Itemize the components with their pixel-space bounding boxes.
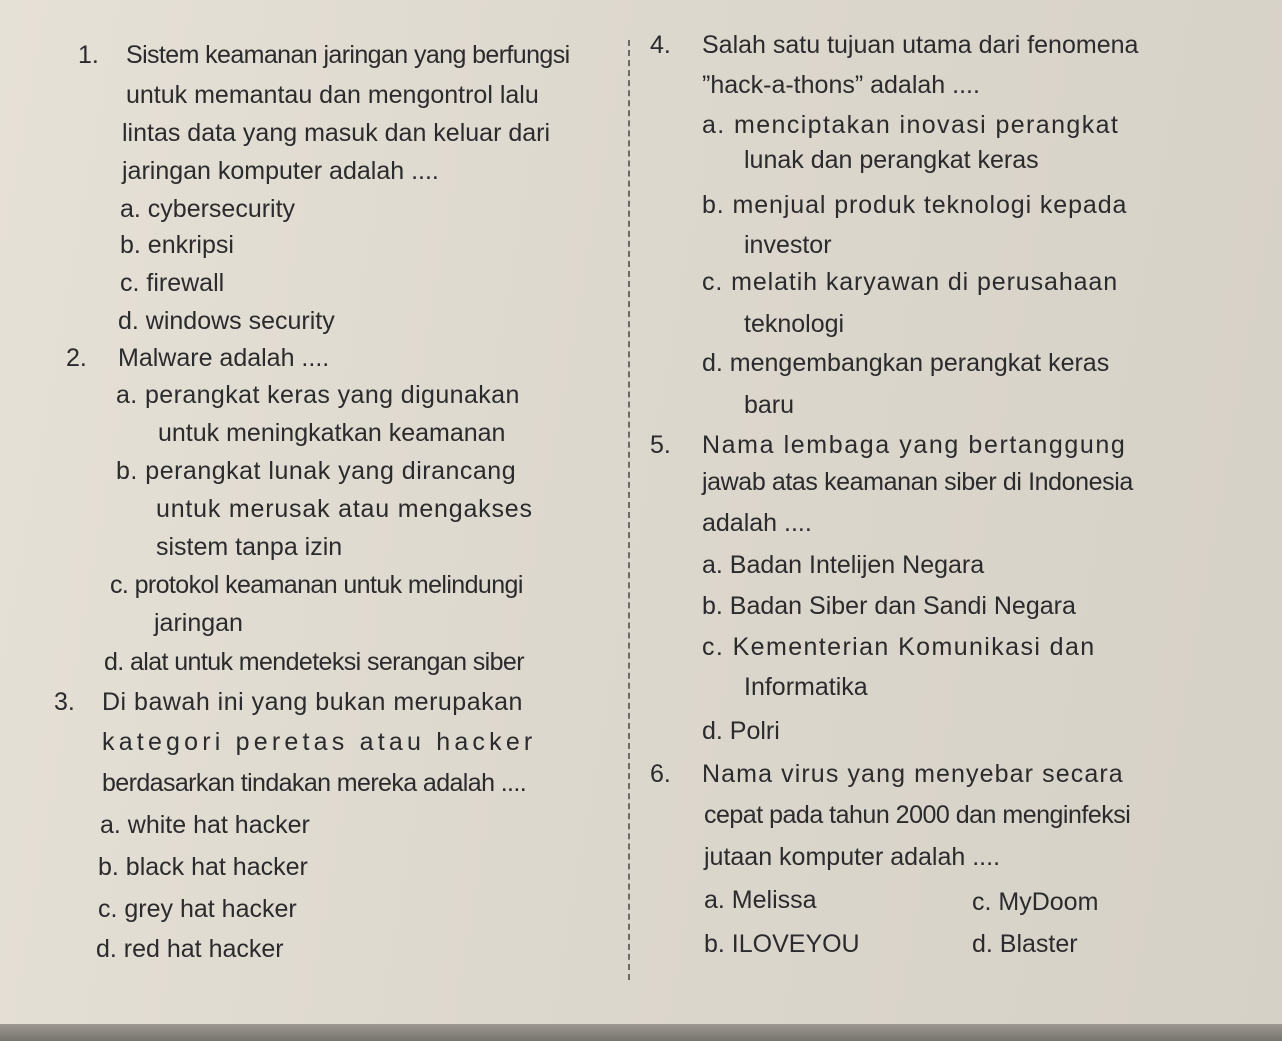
question-5-option-c-cont: Informatika <box>744 673 868 701</box>
column-divider <box>628 40 630 980</box>
question-5-option-d: d. Polri <box>702 717 780 745</box>
question-4-number: 4. <box>650 31 671 59</box>
question-1-option-a: a. cybersecurity <box>120 195 296 223</box>
question-4-option-b: b. menjual produk teknologi kepada <box>702 191 1128 219</box>
question-3-option-c: c. grey hat hacker <box>98 895 297 923</box>
question-3-option-d: d. red hat hacker <box>96 935 284 963</box>
question-6-option-b: b. ILOVEYOU <box>704 930 860 958</box>
question-5-option-a: a. Badan Intelijen Negara <box>702 551 985 579</box>
question-3-number: 3. <box>54 688 75 716</box>
question-4-option-d: d. mengembangkan perangkat keras <box>702 349 1110 377</box>
question-4-option-b-cont: investor <box>744 231 832 259</box>
question-5-number: 5. <box>650 431 671 459</box>
question-2-option-d: d. alat untuk mendeteksi serangan siber <box>104 648 524 676</box>
question-6-number: 6. <box>650 760 671 788</box>
question-4-text: ”hack-a-thons” adalah .... <box>702 71 980 99</box>
question-3-text: Di bawah ini yang bukan merupakan <box>102 688 523 716</box>
question-1-text: untuk memantau dan mengontrol lalu <box>126 81 539 109</box>
question-4-text: Salah satu tujuan utama dari fenomena <box>702 31 1139 59</box>
question-5-option-b: b. Badan Siber dan Sandi Negara <box>702 592 1076 620</box>
question-2-option-b-cont: untuk merusak atau mengakses <box>156 495 533 523</box>
question-4-option-c-cont: teknologi <box>744 310 845 338</box>
question-2-option-c: c. protokol keamanan untuk melindungi <box>110 571 523 599</box>
page-bottom-edge <box>0 1024 1282 1041</box>
question-5-text: Nama lembaga yang bertanggung <box>702 431 1127 459</box>
question-2-option-a-cont: untuk meningkatkan keamanan <box>158 419 506 447</box>
question-1-option-d: d. windows security <box>118 307 335 335</box>
question-2-option-c-cont: jaringan <box>154 609 243 637</box>
question-1-text: jaringan komputer adalah .... <box>122 157 439 185</box>
question-6-option-c: c. MyDoom <box>972 888 1099 916</box>
question-1-text: lintas data yang masuk dan keluar dari <box>122 119 551 147</box>
question-4-option-a-cont: lunak dan perangkat keras <box>744 146 1039 174</box>
question-1-option-c: c. firewall <box>120 269 225 297</box>
question-3-option-b: b. black hat hacker <box>98 853 308 881</box>
question-3-text: berdasarkan tindakan mereka adalah .... <box>102 769 527 797</box>
question-1-text: Sistem keamanan jaringan yang berfungsi <box>126 41 570 69</box>
question-2-option-b: b. perangkat lunak yang dirancang <box>116 457 517 485</box>
question-4-option-c: c. melatih karyawan di perusahaan <box>702 268 1119 296</box>
question-1-option-b: b. enkripsi <box>120 231 234 259</box>
question-3-text: kategori peretas atau hacker <box>102 728 537 756</box>
question-2-option-a: a. perangkat keras yang digunakan <box>116 381 520 409</box>
question-5-text: adalah .... <box>702 509 812 537</box>
question-2-text: Malware adalah .... <box>118 344 330 372</box>
question-6-text: cepat pada tahun 2000 dan menginfeksi <box>704 801 1131 829</box>
question-1-number: 1. <box>78 41 99 69</box>
question-3-option-a: a. white hat hacker <box>100 811 310 839</box>
question-5-text: jawab atas keamanan siber di Indonesia <box>702 468 1133 496</box>
question-5-option-c: c. Kementerian Komunikasi dan <box>702 633 1096 661</box>
question-4-option-a: a. menciptakan inovasi perangkat <box>702 111 1120 139</box>
question-2-number: 2. <box>66 344 87 372</box>
question-6-text: Nama virus yang menyebar secara <box>702 760 1124 788</box>
question-4-option-d-cont: baru <box>744 391 795 419</box>
question-6-option-a: a. Melissa <box>704 886 817 914</box>
question-6-text: jutaan komputer adalah .... <box>704 843 1001 871</box>
question-6-option-d: d. Blaster <box>972 930 1078 958</box>
question-2-option-b-cont: sistem tanpa izin <box>156 533 343 561</box>
